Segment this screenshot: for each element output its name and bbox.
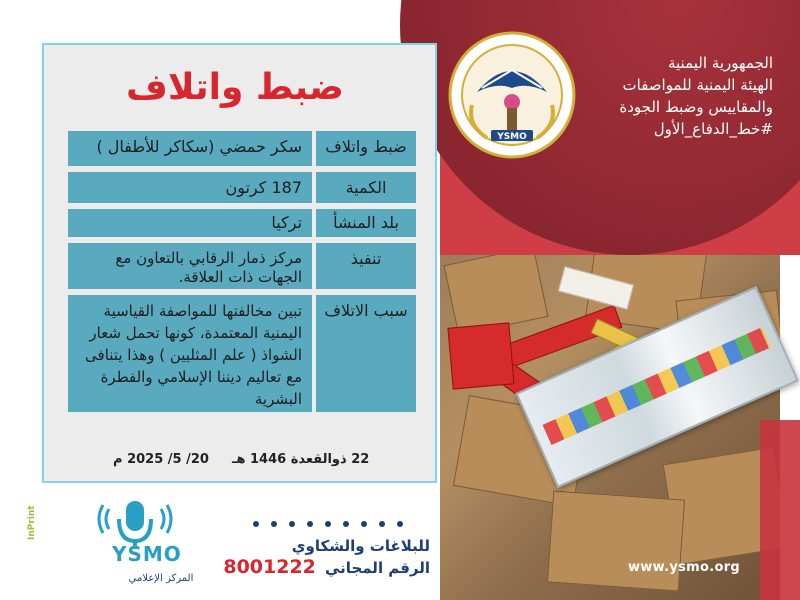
media-center-name: YSMO	[112, 542, 182, 566]
hotline-number: 8001222	[223, 556, 316, 578]
label-destruction-reason: سبب الاتلاف	[316, 295, 416, 412]
date-hijri: 22 ذوالقعدة 1446 هـ	[232, 452, 370, 467]
value-quantity: 187 كرتون	[68, 172, 312, 203]
value-destruction-reason: تبين مخالفتها للمواصفة القياسية اليمنية المعتمدة، كونها تحمل شعار الشواذ ( علم المثليين ) وهذا يتنافى مع تعاليم ديننا الإسلامي والفطرة البشرية	[68, 295, 312, 412]
date-gregorian: 20/ 5/ 2025 م	[113, 452, 209, 467]
org-line-authority-cont: والمقاييس وضبط الجودة	[619, 98, 773, 116]
value-origin: تركيا	[68, 209, 312, 237]
free-number-label: الرقم المجاني	[325, 559, 430, 577]
media-center-caption: المركز الإعلامي	[128, 573, 194, 584]
org-hashtag: #خط_الدفاع_الأول	[653, 120, 773, 138]
footer-red-edge	[760, 420, 800, 600]
website-url[interactable]: www.ysmo.org	[628, 560, 741, 575]
value-execution: مركز ذمار الرقابي بالتعاون مع الجهات ذات العلاقة.	[68, 243, 312, 289]
decorative-dots	[247, 515, 427, 527]
label-execution: تنفيذ	[316, 243, 416, 289]
ysmo-emblem-icon	[447, 30, 577, 160]
label-seizure: ضبط واتلاف	[316, 131, 416, 166]
label-quantity: الكمية	[316, 172, 416, 203]
label-origin: بلد المنشأ	[316, 209, 416, 237]
org-line-country: الجمهورية اليمنية	[667, 54, 773, 72]
hotline-label: للبلاغات والشكاوي	[291, 537, 430, 555]
organization-name	[585, 52, 773, 140]
org-line-authority: الهيئة اليمنية للمواصفات	[622, 76, 773, 94]
page-title: ضبط واتلاف	[126, 67, 344, 108]
inprint-mark: InPrint	[27, 505, 37, 540]
value-product: سكر حمضي (سكاكر للأطفال )	[68, 131, 312, 166]
hotline-number-line	[223, 556, 430, 578]
emblem-label: YSMO	[497, 132, 527, 142]
